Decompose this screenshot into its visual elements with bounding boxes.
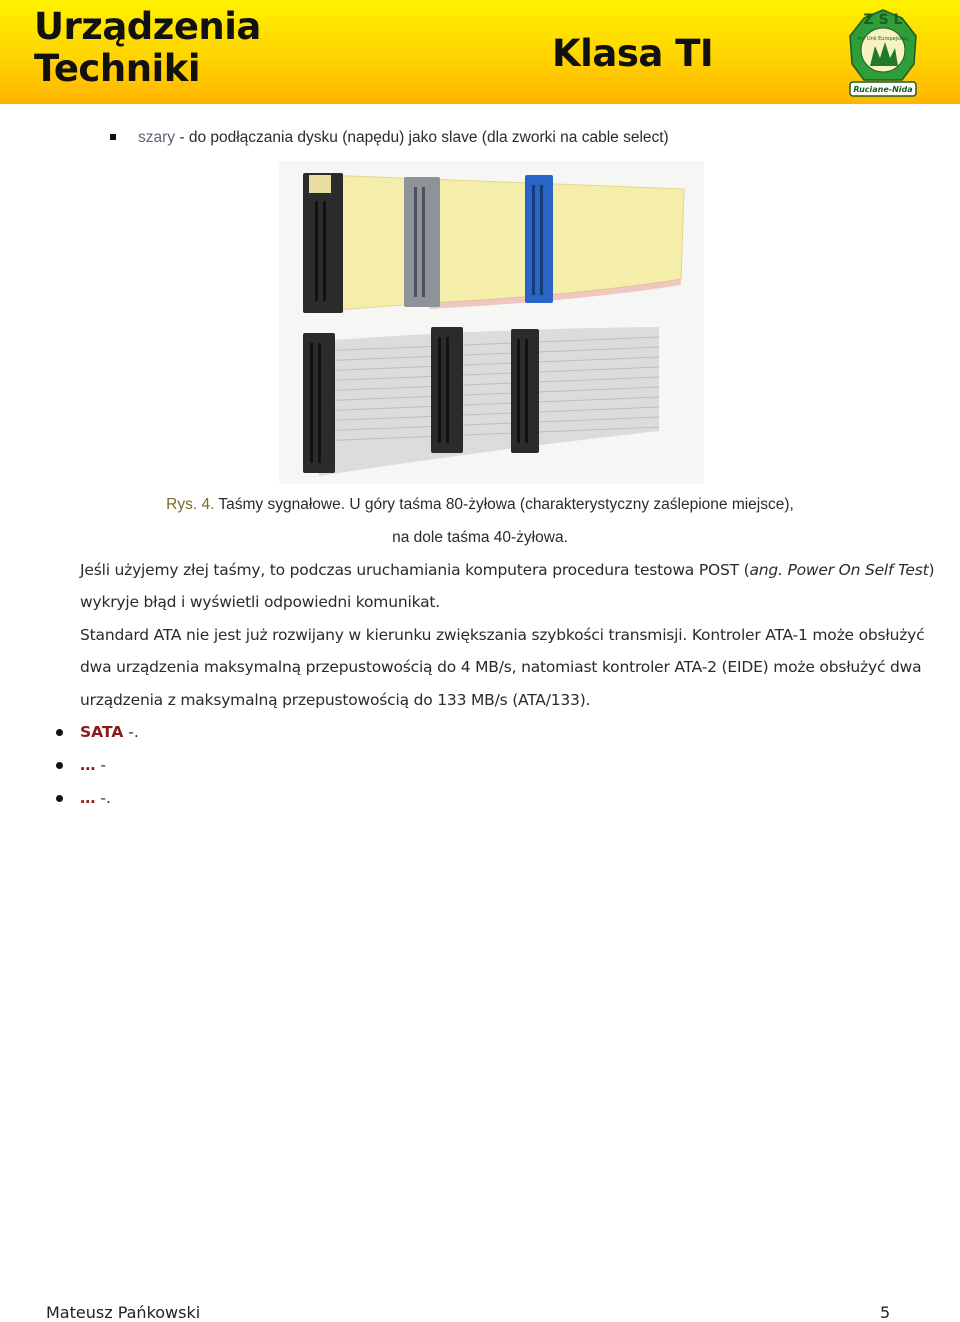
list-item <box>80 789 111 807</box>
figure-caption <box>0 496 960 514</box>
header-title-line1: Urządzenia <box>34 5 261 48</box>
bullet-line-text: - do podłączania dysku (napędu) jako slave (dla zworki na cable select) <box>175 129 669 146</box>
list-item <box>80 723 139 741</box>
ribbon-cables-photo <box>279 161 704 484</box>
bullet-line <box>138 129 669 147</box>
paragraph-post-line1 <box>80 561 934 579</box>
page-header <box>0 0 960 104</box>
logo-top-letters: Z S L <box>863 12 903 28</box>
footer-author: Mateusz Pańkowski <box>46 1303 201 1322</box>
figure-caption-label: Rys. 4. <box>166 496 215 513</box>
paragraph-post-ang: ang. Power On Self Test <box>749 561 929 579</box>
paragraph-ata-line2: dwa urządzenia maksymalną przepustowością do 4 MB/s, natomiast kontroler ATA-2 (EIDE) może obsłużyć dwa <box>80 658 922 676</box>
list-item <box>80 756 106 774</box>
list-item-text: -. <box>95 789 111 807</box>
square-bullet-icon <box>110 134 116 140</box>
list-bullet-icon <box>56 762 63 769</box>
school-logo-icon <box>842 6 924 100</box>
list-item-text: -. <box>123 723 139 741</box>
bullet-line-lead: szary <box>138 129 176 146</box>
figure-caption-line2: na dole taśma 40-żyłowa. <box>392 529 568 546</box>
paragraph-post-close: ) <box>928 561 935 579</box>
paragraph-ata-line3: urządzenia z maksymalną przepustowością do 133 MB/s (ATA/133). <box>80 691 591 709</box>
page-number: 5 <box>880 1303 891 1322</box>
list-item-text: - <box>95 756 107 774</box>
list-item-term: SATA <box>80 723 124 741</box>
paragraph-ata-line1: Standard ATA nie jest już rozwijany w kierunku zwiększania szybkości transmisji. Kontroler ATA-1 może obsłużyć <box>80 626 925 644</box>
figure-caption-text: Taśmy sygnałowe. U góry taśma 80-żyłowa (charakterystyczny zaślepione miejsce), <box>214 496 794 513</box>
list-item-term: … <box>80 756 96 774</box>
header-title <box>34 6 261 90</box>
logo-ring-text: im. Unii Europejskiej <box>857 36 909 42</box>
header-title-line2: Techniki <box>34 47 201 90</box>
list-bullet-icon <box>56 795 63 802</box>
paragraph-post-text: Jeśli użyjemy złej taśmy, to podczas uruchamiania komputera procedura testowa POST ( <box>80 561 750 579</box>
list-item-term: … <box>80 789 96 807</box>
class-label: Klasa TI <box>552 32 714 75</box>
paragraph-post-line2: wykryje błąd i wyświetli odpowiedni komunikat. <box>80 593 440 611</box>
logo-banner-text: Ruciane-Nida <box>853 85 913 94</box>
list-bullet-icon <box>56 729 63 736</box>
